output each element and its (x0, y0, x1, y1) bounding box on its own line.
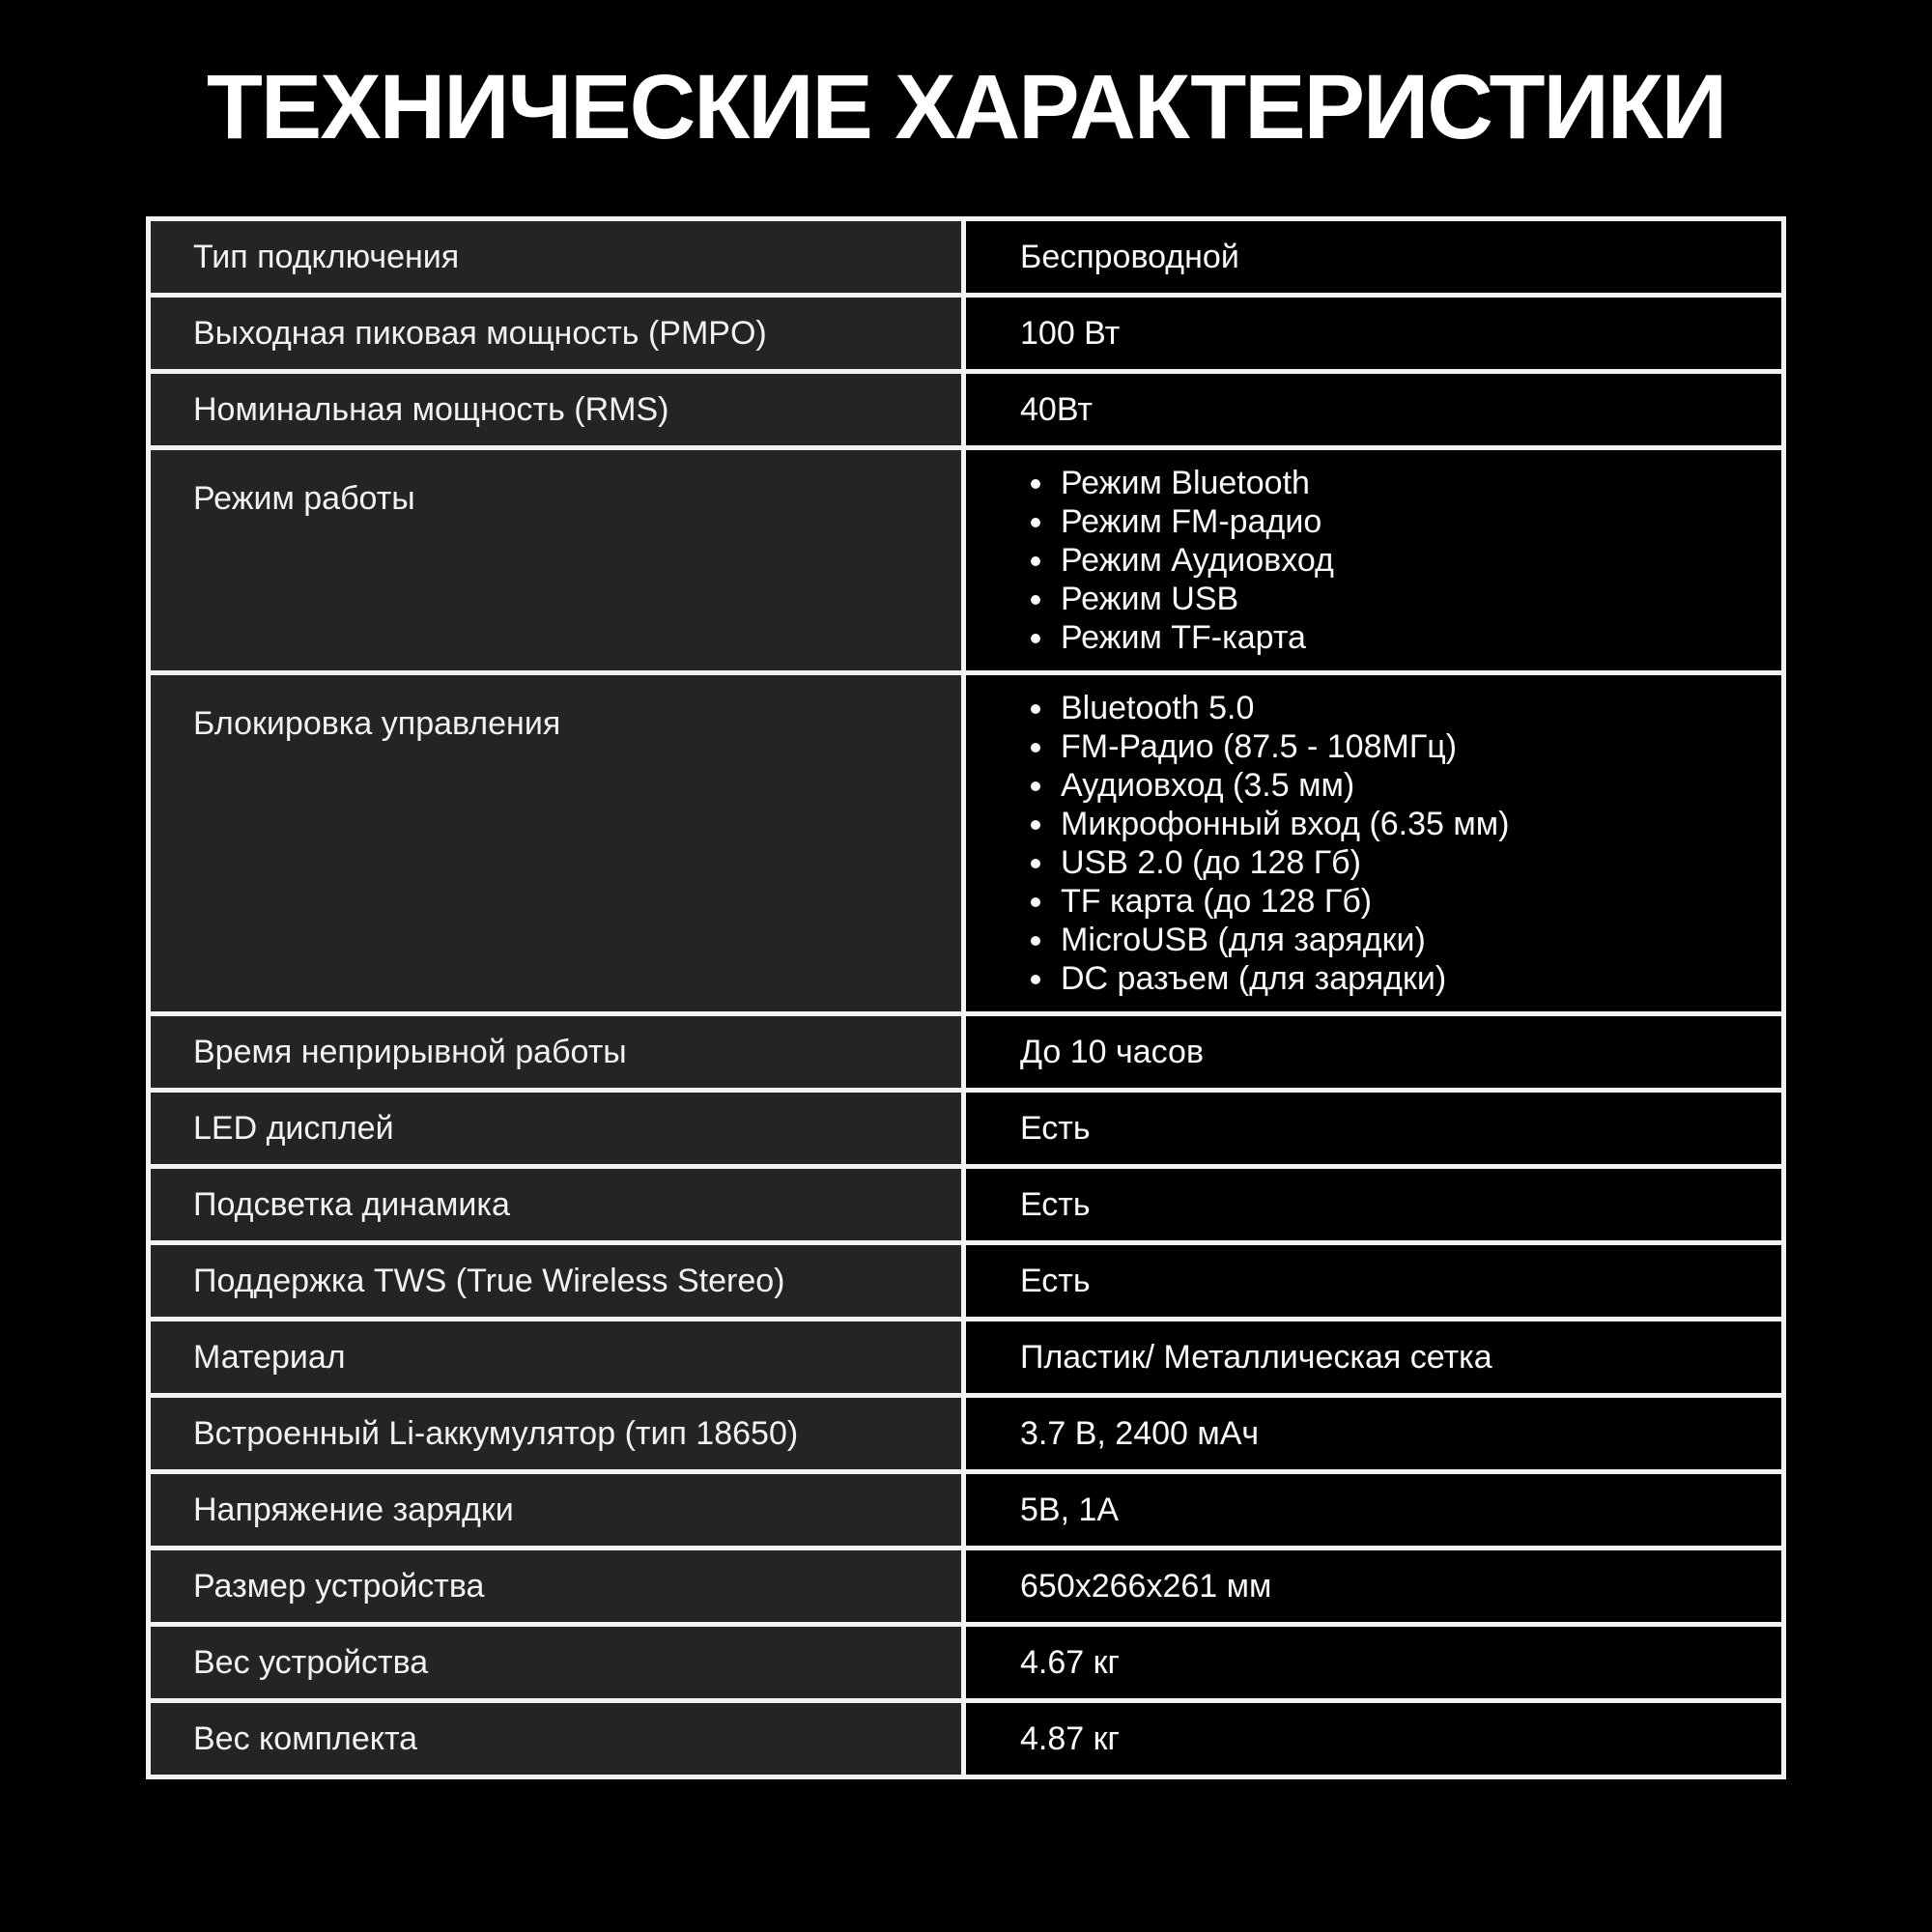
spec-table (146, 216, 1786, 1779)
spec-label-cell (151, 1703, 966, 1775)
spec-label: Режим работы (193, 479, 415, 517)
spec-value-cell (966, 1016, 1781, 1088)
spec-label: Напряжение зарядки (193, 1491, 514, 1528)
spec-label: LED дисплей (193, 1109, 394, 1147)
page-title: ТЕХНИЧЕСКИЕ ХАРАКТЕРИСТИКИ (206, 56, 1726, 158)
spec-row (151, 221, 1781, 293)
spec-row (151, 369, 1781, 445)
spec-row (151, 1469, 1781, 1546)
spec-value-cell (966, 1398, 1781, 1469)
spec-label: Размер устройства (193, 1567, 485, 1605)
spec-label: Поддержка TWS (True Wireless Stereo) (193, 1262, 785, 1299)
spec-label: Номинальная мощность (RMS) (193, 390, 669, 428)
spec-row (151, 1011, 1781, 1088)
spec-label: Тип подключения (193, 238, 460, 275)
spec-label-cell (151, 1093, 966, 1164)
spec-row (151, 293, 1781, 369)
spec-value-cell (966, 1703, 1781, 1775)
spec-value-cell (966, 1321, 1781, 1393)
spec-label-cell (151, 221, 966, 293)
spec-value-item: • USB 2.0 (до 128 Гб) (1057, 843, 1758, 882)
spec-value-cell (966, 221, 1781, 293)
spec-value-cell (966, 450, 1781, 670)
spec-value-item: • DC разъем (для зарядки) (1057, 959, 1758, 998)
spec-row (151, 1088, 1781, 1164)
spec-value-cell (966, 675, 1781, 1011)
spec-label: Подсветка динамика (193, 1185, 510, 1223)
spec-label-cell (151, 1550, 966, 1622)
spec-value: Есть (1020, 1109, 1091, 1147)
spec-label: Вес устройства (193, 1643, 429, 1681)
spec-row (151, 1317, 1781, 1393)
spec-label: Вес комплекта (193, 1719, 418, 1757)
spec-value: 650х266х261 мм (1020, 1567, 1272, 1605)
spec-value-cell (966, 1245, 1781, 1317)
spec-label-cell (151, 1398, 966, 1469)
spec-value-cell (966, 1093, 1781, 1164)
spec-row (151, 1164, 1781, 1240)
spec-value: 5В, 1А (1020, 1491, 1120, 1528)
spec-row (151, 1393, 1781, 1469)
spec-row (151, 1698, 1781, 1775)
spec-value-item: • Аудиовход (3.5 мм) (1057, 766, 1758, 805)
spec-value-item: • TF карта (до 128 Гб) (1057, 882, 1758, 921)
spec-value-cell (966, 1627, 1781, 1698)
spec-value-item: • Режим USB (1057, 580, 1758, 618)
spec-label: Выходная пиковая мощность (PMPO) (193, 314, 767, 352)
spec-value-item: • Bluetooth 5.0 (1057, 689, 1758, 727)
spec-label-cell (151, 374, 966, 445)
spec-label: Встроенный Li-аккумулятор (тип 18650) (193, 1414, 799, 1452)
spec-value-item: • Микрофонный вход (6.35 мм) (1057, 805, 1758, 843)
spec-label-cell (151, 1245, 966, 1317)
spec-label-cell (151, 1474, 966, 1546)
spec-value-item: • Режим Аудиовход (1057, 541, 1758, 580)
spec-value: До 10 часов (1020, 1033, 1205, 1070)
spec-label-cell (151, 1321, 966, 1393)
spec-label-cell (151, 298, 966, 369)
spec-value-item: • FM-Радио (87.5 - 108МГц) (1057, 727, 1758, 766)
spec-row (151, 1240, 1781, 1317)
spec-label-cell (151, 1627, 966, 1698)
spec-value: Пластик/ Металлическая сетка (1020, 1338, 1492, 1376)
spec-value: Есть (1020, 1262, 1091, 1299)
spec-row (151, 670, 1781, 1011)
spec-label: Блокировка управления (193, 704, 561, 742)
spec-value-item: • Режим Bluetooth (1057, 464, 1758, 502)
spec-row (151, 1622, 1781, 1698)
spec-value-cell (966, 298, 1781, 369)
spec-label-cell (151, 675, 966, 1011)
spec-value-cell (966, 1550, 1781, 1622)
spec-value: 40Вт (1020, 390, 1093, 428)
spec-label: Время неприрывной работы (193, 1033, 627, 1070)
spec-value-item: • Режим FM-радио (1057, 502, 1758, 541)
spec-value: Есть (1020, 1185, 1091, 1223)
spec-value: Беспроводной (1020, 238, 1239, 275)
spec-value: 100 Вт (1020, 314, 1121, 352)
spec-value-cell (966, 1169, 1781, 1240)
spec-value-item: • MicroUSB (для зарядки) (1057, 921, 1758, 959)
spec-value: 4.87 кг (1020, 1719, 1120, 1757)
spec-label: Материал (193, 1338, 346, 1376)
spec-label-cell (151, 450, 966, 670)
spec-value-item: • Режим TF-карта (1057, 618, 1758, 657)
spec-row (151, 445, 1781, 670)
spec-value-cell (966, 374, 1781, 445)
spec-value: 3.7 В, 2400 мАч (1020, 1414, 1260, 1452)
spec-label-cell (151, 1169, 966, 1240)
spec-value-list (1020, 464, 1758, 657)
spec-label-cell (151, 1016, 966, 1088)
spec-value-list (1020, 689, 1758, 998)
spec-value-cell (966, 1474, 1781, 1546)
spec-value: 4.67 кг (1020, 1643, 1120, 1681)
spec-row (151, 1546, 1781, 1622)
